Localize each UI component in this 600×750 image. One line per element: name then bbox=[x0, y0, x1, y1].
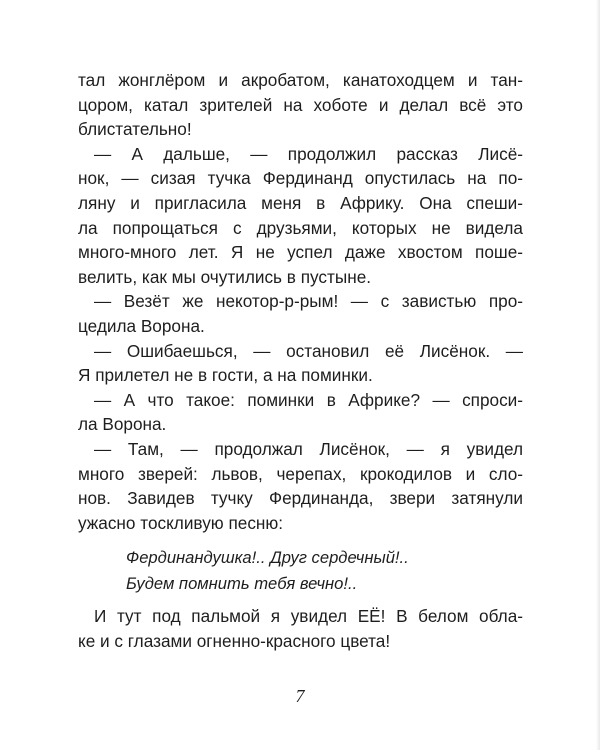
text-line: ке и с глазами огненно-красного цвета! bbox=[78, 630, 391, 651]
text-line: много-много лет. Я не успел даже хвостом поше- bbox=[78, 242, 523, 263]
text-line: цедила Ворона. bbox=[78, 315, 205, 336]
text-line: блистательно! bbox=[78, 119, 192, 140]
text-line: — Ошибаешься, — остановил её Лисёнок. — bbox=[94, 340, 523, 361]
poem-line: Будем помнить тебя вечно!.. bbox=[126, 573, 358, 593]
text-line: ляну и пригласила меня в Африку. Она спеши- bbox=[78, 192, 523, 213]
text-line: И тут под пальмой я увидел ЕЁ! В белом обла- bbox=[94, 606, 523, 626]
main-text bbox=[78, 68, 523, 535]
text-line: нов. Завидев тучку Фердинанда, звери затянули bbox=[78, 488, 523, 509]
text-line: — Там, — продолжал Лисёнок, — я увидел bbox=[94, 438, 523, 459]
text-line: ла Ворона. bbox=[78, 414, 167, 435]
closing-paragraph bbox=[78, 604, 523, 653]
text-line: — А дальше, — продолжил рассказ Лисё- bbox=[94, 143, 523, 164]
text-line: ужасно тоскливую песню: bbox=[78, 512, 284, 533]
text-line: цором, катал зрителей на хоботе и делал всё это bbox=[78, 94, 523, 115]
text-line: — Везёт же некотор-р-рым! — с завистью про- bbox=[94, 291, 523, 312]
poem-line: Фердинандушка!.. Друг сердечный!.. bbox=[126, 548, 409, 567]
text-line: ла попрощаться с друзьями, которых не видела bbox=[78, 217, 523, 238]
poem-stanza bbox=[126, 545, 409, 596]
text-line: — А что такое: поминки в Африке? — спроси- bbox=[94, 389, 523, 410]
text-line: много зверей: львов, черепах, крокодилов и сло- bbox=[78, 463, 523, 484]
page-edge-shadow bbox=[596, 0, 600, 750]
text-line: нок, — сизая тучка Фердинанд опустилась на по- bbox=[78, 168, 523, 189]
text-line: тал жонглёром и акробатом, канатоходцем и тан- bbox=[78, 70, 523, 90]
text-line: велить, как мы очутились в пустыне. bbox=[78, 266, 372, 287]
page-number: 7 bbox=[295, 686, 305, 706]
text-line: Я прилетел не в гости, а на поминки. bbox=[78, 365, 373, 386]
